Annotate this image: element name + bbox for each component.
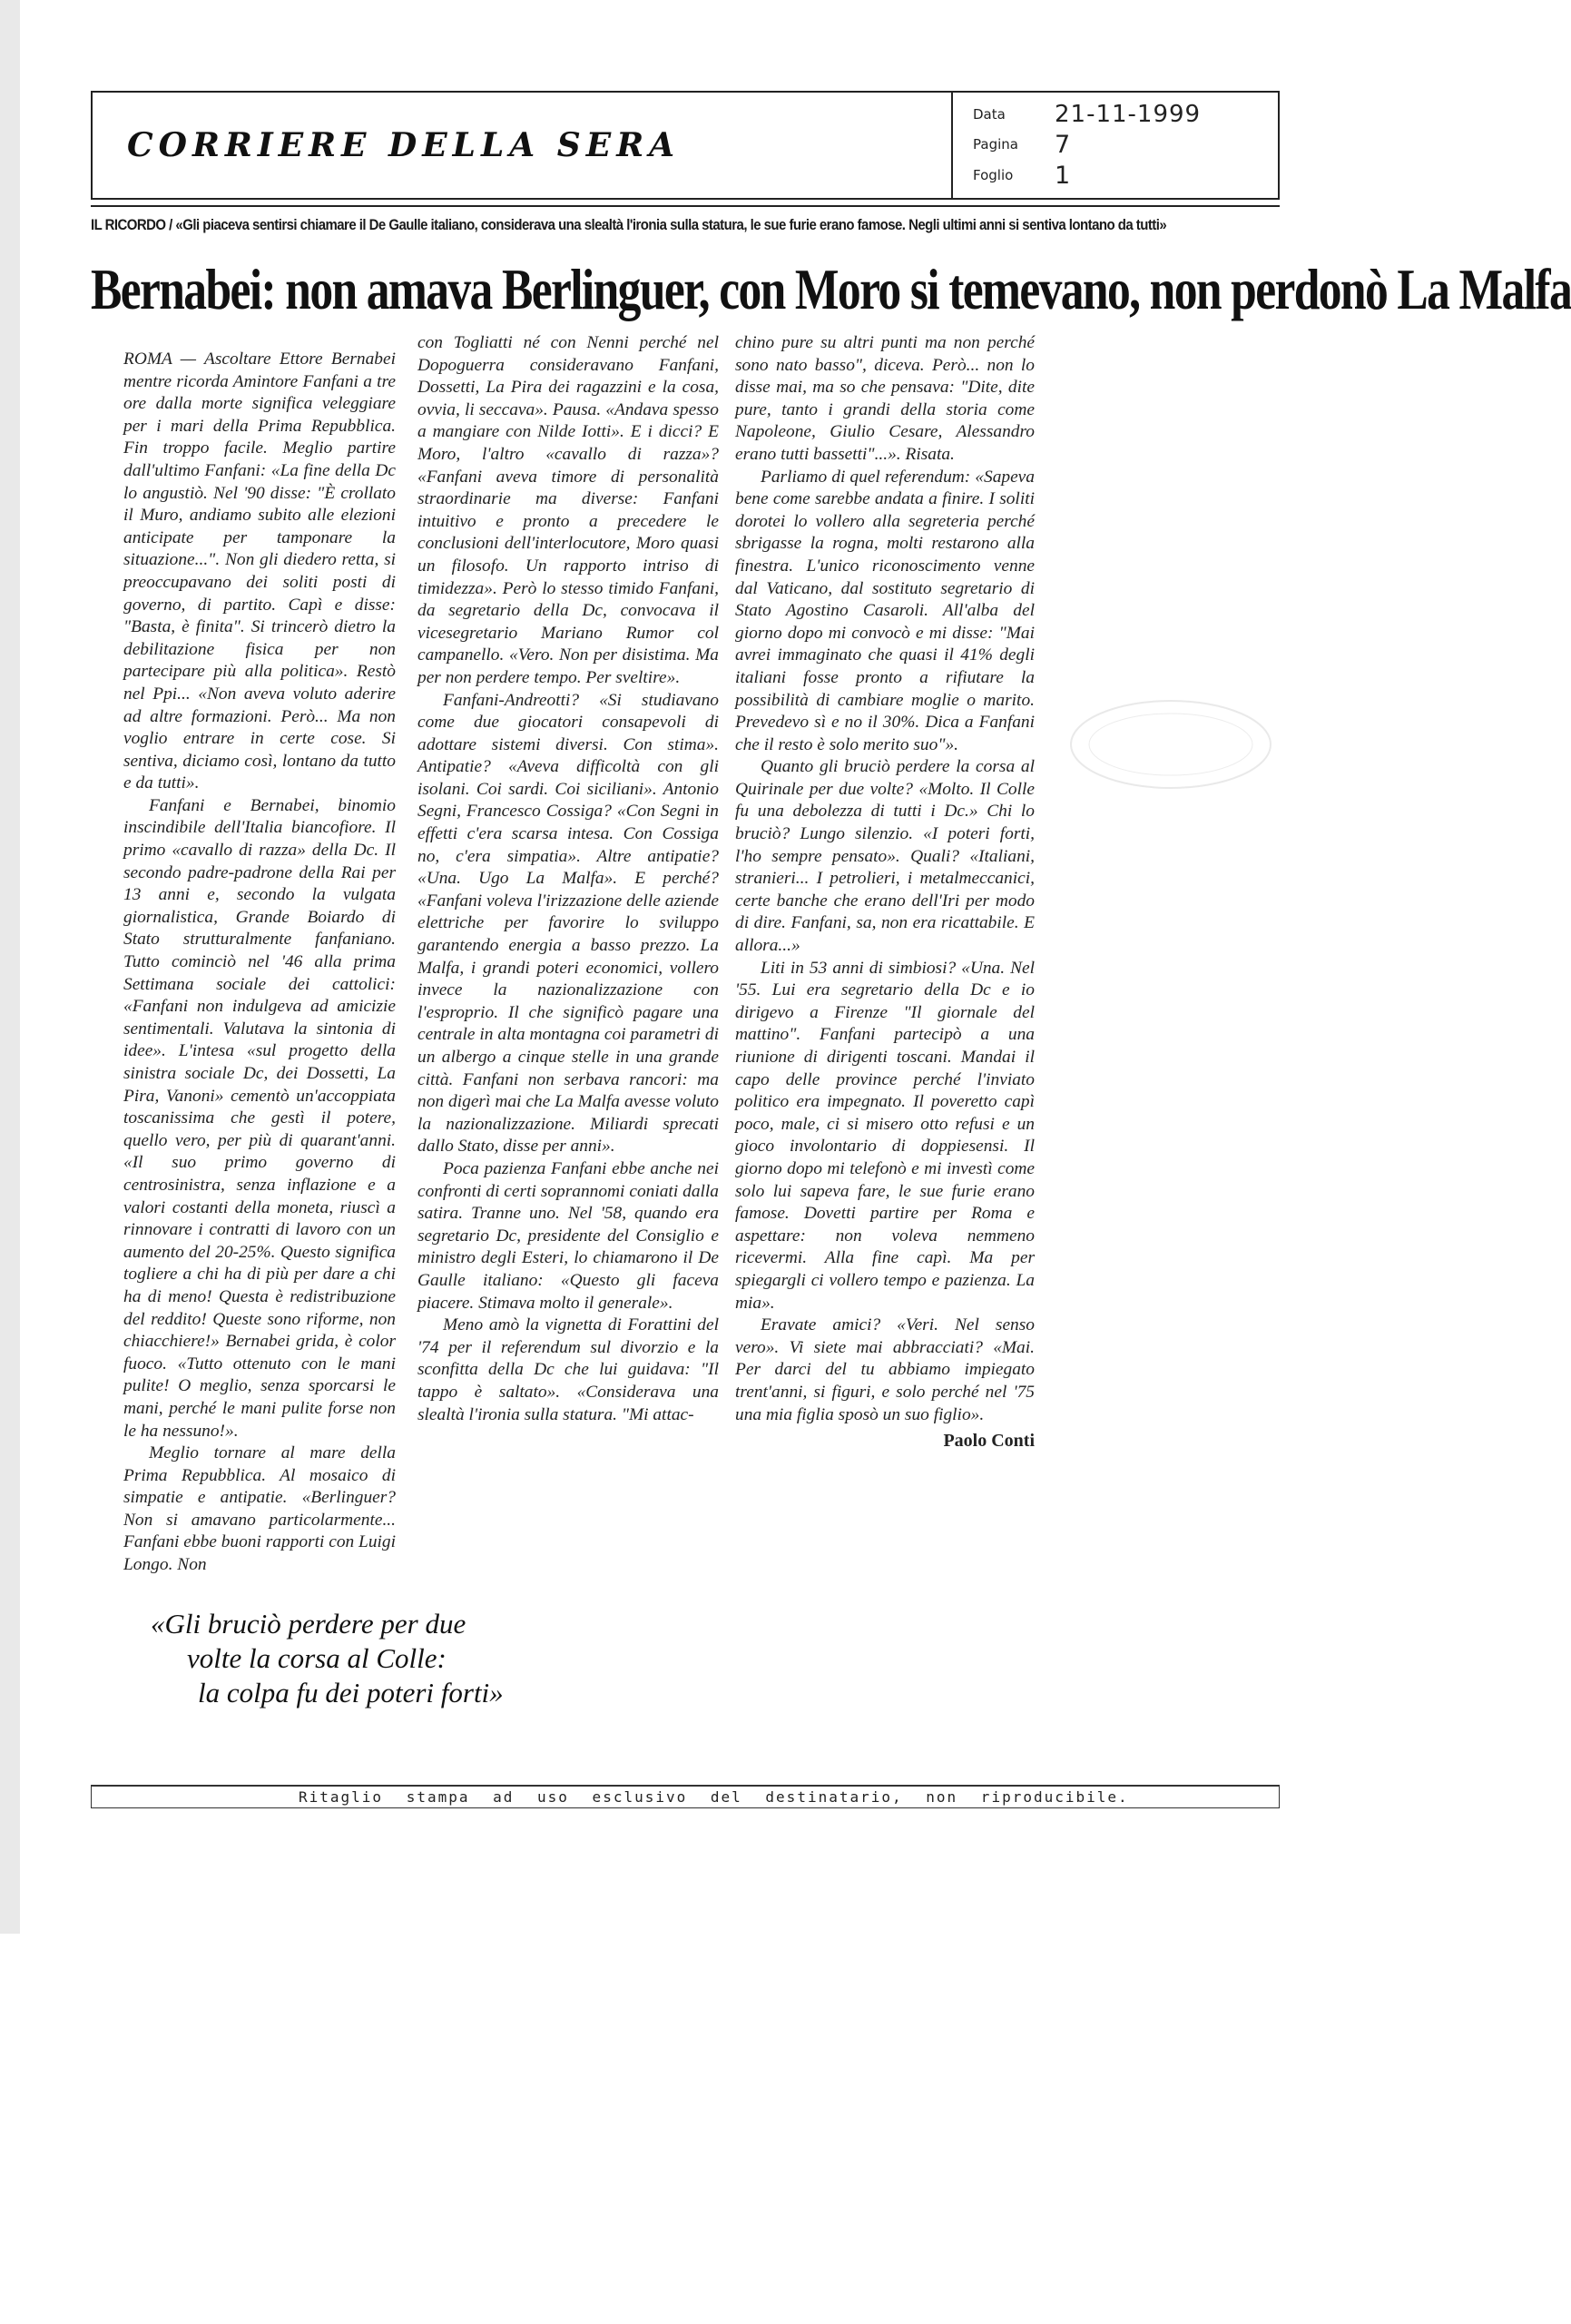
page-value: 7 (1055, 130, 1072, 159)
paragraph: Meno amò la vignetta di Forattini del '74 per il referendum sul divorzio e la sconfitta della Dc che lui guidava: "Il tappo è saltato». «Considerava una slealtà l'ironia sulla statura. "Mi attac- (417, 1315, 719, 1424)
header-rule (91, 205, 1280, 207)
sheet-row (973, 162, 1258, 190)
pull-quote-line: «Gli bruciò perdere per due (151, 1608, 466, 1640)
paragraph: Parliamo di quel referendum: «Sapeva bene come sarebbe andata a finire. I soliti dorotei lo vollero alla segreteria perché sbrigasse la rogna, molti restarono alla finestra. L'unico riconoscimento venne dal Vaticano, dal sostituto segretario di Stato Agostino Casaroli. All'alba del giorno dopo mi convocò e mi disse: "Mai avrei immaginato che quasi il 41% degli italiani fosse pronto a rifiutare la possibilità di cambiare moglie o marito. Prevedevo sì e no il 30%. Dica a Fanfani che il resto è solo merito suo"». (735, 467, 1035, 754)
masthead (93, 93, 951, 198)
clipping-footer (91, 1785, 1280, 1808)
paragraph: Poca pazienza Fanfani ebbe anche nei confronti di certi soprannomi coniati dalla satira. Tranne uno. Nel '58, quando era segretario Dc, presidente del Consiglio e ministro degli Esteri, lo chiamarono il De Gaulle italiano: «Questo gli faceva piacere. Stimava molto il generale». (417, 1158, 719, 1313)
paragraph: chino pure su altri punti ma non perché sono nato basso", diceva. Però... non lo disse mai, ma so che pensava: "Dite, dite pure, tanto i grandi della storia come Napoleone, Giulio Cesare, Alessandro erano tutti bassetti"...». Risata. (735, 333, 1035, 464)
pull-quote-line: la colpa fu dei poteri forti» (198, 1677, 504, 1709)
article-kicker (91, 216, 1167, 234)
paragraph: Eravate amici? «Veri. Nel senso vero». Vi siete mai abbracciati? «Mai. Per darci del tu abbiamo impiegato trent'anni, si figuri, e solo perché nel '75 una mia figlia sposò un suo figlio». (735, 1315, 1035, 1424)
date-label: Data (973, 106, 1006, 123)
paragraph: ROMA — Ascoltare Ettore Bernabei mentre ricorda Amintore Fanfani a tre ore dalla morte significa veleggiare per i mari della Prima Repubblica. Fin troppo facile. Meglio partire dall'ultimo Fanfani: «La fine della Dc lo angustiò. Nel '90 disse: "È crollato il Muro, andiamo subito alle elezioni anticipate per tamponare la situazione...". Non gli diedero retta, si preoccupavano dei soliti posti di governo, di partito. Capì e disse: "Basta, è finita". Si trincerò dietro la debilitazione fisica per non partecipare più alla politica». Restò nel Ppi... «Non aveva voluto aderire ad altre formazioni. Però... Ma non voglio entrare in certe cose. Si sentiva, diciamo così, lontano da tutto e da tutti». (123, 350, 396, 793)
article-column-2 (417, 332, 719, 1426)
paragraph: con Togliatti né con Nenni perché nel Dopoguerra consideravano Fanfani, Dossetti, La Pira dei ragazzini e la cosa, ovvia, li seccava». Pausa. «Andava spesso a mangiare con Nilde Iotti». E i dicci? E Moro, l'altro «cavallo di razza»? «Fanfani aveva timore di personalità straordinarie ma diverse: Fanfani intuitivo e pronto a precedere le conclusioni dell'interlocutore, Moro quasi un filosofo. Un rapporto intriso di timidezza». Però lo stesso timido Fanfani, da segretario della Dc, convocava il vicesegretario Mariano Rumor col campanello. «Vero. Non per disistima. Ma per non perdere tempo. Per sveltire». (417, 333, 719, 687)
kicker-section: IL RICORDO / (91, 216, 172, 233)
article-headline: Bernabei: non amava Berlinguer, con Moro si temevano, non perdonò La Malfa (91, 257, 1571, 321)
reproduction-notice: Ritaglio stampa ad uso esclusivo del destinatario, non riproducibile. (299, 1788, 1129, 1806)
paragraph: Fanfani-Andreotti? «Si studiavano come due giocatori consapevoli di adottare sistemi diversi. Con stima». Antipatie? «Aveva difficoltà con gli isolani. Coi sardi. Coi siciliani». Antonio Segni, Francesco Cossiga? «Con Segni in effetti c'era scarsa intesa. Con Cossiga no, c'era simpatia». Altre antipatie? «Una. Ugo La Malfa». E perché? «Fanfani voleva l'irizzazione delle aziende elettriche per favorire lo sviluppo garantendo energia a basso prezzo. La Malfa, i grandi poteri economici, vollero invece la nazionalizzazione con l'esproprio. Il che significò pagare una centrale in alta montagna coi parametri di un albergo a cinque stelle in una grande città. Fanfani non serbava rancori: ma non digerì mai che La Malfa avesse voluto la nazionalizzazione. Miliardi sprecati dallo Stato, disse per anni». (417, 690, 719, 1157)
scan-edge-shadow (0, 0, 20, 1934)
page-label: Pagina (973, 136, 1018, 153)
faint-stamp-mark (1062, 690, 1280, 799)
author-byline: Paolo Conti (943, 1431, 1035, 1452)
sheet-label: Foglio (973, 167, 1014, 184)
paragraph: Fanfani e Bernabei, binomio inscindibile dell'Italia biancofiore. Il primo «cavallo di razza» della Dc. Il secondo padre-padrone della Rai per 13 anni e, secondo la vulgata giornalistica, Grande Boiardo di Stato strutturalmente fanfaniano. Tutto cominciò nel '46 alla prima Settimana sociale dei cattolici: «Fanfani non indulgeva ad amicizie sentimentali. Valutava la sintonia di idee». L'intesa «sul progetto della sinistra sociale Dc, dei Dossetti, La Pira, Vanoni» cementò un'accoppiata toscanissima che gestì il potere, quello vero, per più di quarant'anni. «Il suo primo governo di centrosinistra, senza inflazione e a valori costanti della moneta, riuscì a rinnovare i contratti di lavoro con un aumento del 20-25%. Questo significa togliere a chi ha di più per dare a chi ha di meno! Questa è redistribuzione del reddito! Queste sono riforme, non chiacchiere!» Bernabei grida, è color fuoco. «Tutto ottenuto con le mani pulite! O meglio, senza sporcarsi le mani, perché le mani pulite forse non le ha nessuno!». (123, 795, 396, 1441)
date-value: 21-11-1999 (1055, 101, 1202, 129)
kicker-quote: «Gli piaceva sentirsi chiamare il De Gaulle italiano, considerava una slealtà l'ironia sulla statura, le sue furie erano famose. Negli ultimi anni si sentiva lontano da tutti» (175, 216, 1167, 233)
clipping-meta (951, 93, 1278, 198)
paragraph: Meglio tornare al mare della Prima Repubblica. Al mosaico di simpatie e antipatie. «Berlinguer? Non si amavano particolarmente... Fanfani ebbe buoni rapporti con Luigi Longo. Non (123, 1443, 397, 1575)
newspaper-name: CORRIERE DELLA SERA (127, 126, 681, 164)
article-column-3 (735, 332, 1035, 1452)
page-row (973, 131, 1258, 159)
paragraph: Quanto gli bruciò perdere la corsa al Quirinale per due volte? «Molto. Il Colle fu una debolezza di tutti i Dc.» Chi lo bruciò? Lungo silenzio. «I poteri forti, l'ho sempre pensato». Quali? «Italiani, stranieri... I petrolieri, i metalmeccanici, certe banche che erano dell'Iri per modo di dire. Fanfani, sa, non era ricattabile. E allora...» (735, 757, 1035, 956)
pull-quote (136, 1607, 504, 1710)
pull-quote-line: volte la corsa al Colle: (187, 1642, 447, 1674)
date-row (973, 101, 1258, 128)
article-column-1 (123, 349, 396, 1577)
paragraph: Liti in 53 anni di simbiosi? «Una. Nel '55. Lui era segretario della Dc e io dirigevo a Firenze "Il giornale del mattino". Fanfani partecipò a una riunione di dirigenti toscani. Mandai il capo delle province perché l'inviato politico era impegnato. Il poveretto capì poco, male, ci si misero otto refusi e un gioco involontario di doppiesensi. Il giorno dopo mi telefonò e mi investì come solo lui sapeva fare, le sue furie erano famose. Dovetti partire per Roma e aspettare: non voleva nemmeno ricevermi. Alla fine capì. Ma per spiegargli ci vollero tempo e pazienza. La mia». (735, 958, 1035, 1313)
clipping-header (91, 91, 1280, 200)
sheet-value: 1 (1055, 161, 1072, 190)
